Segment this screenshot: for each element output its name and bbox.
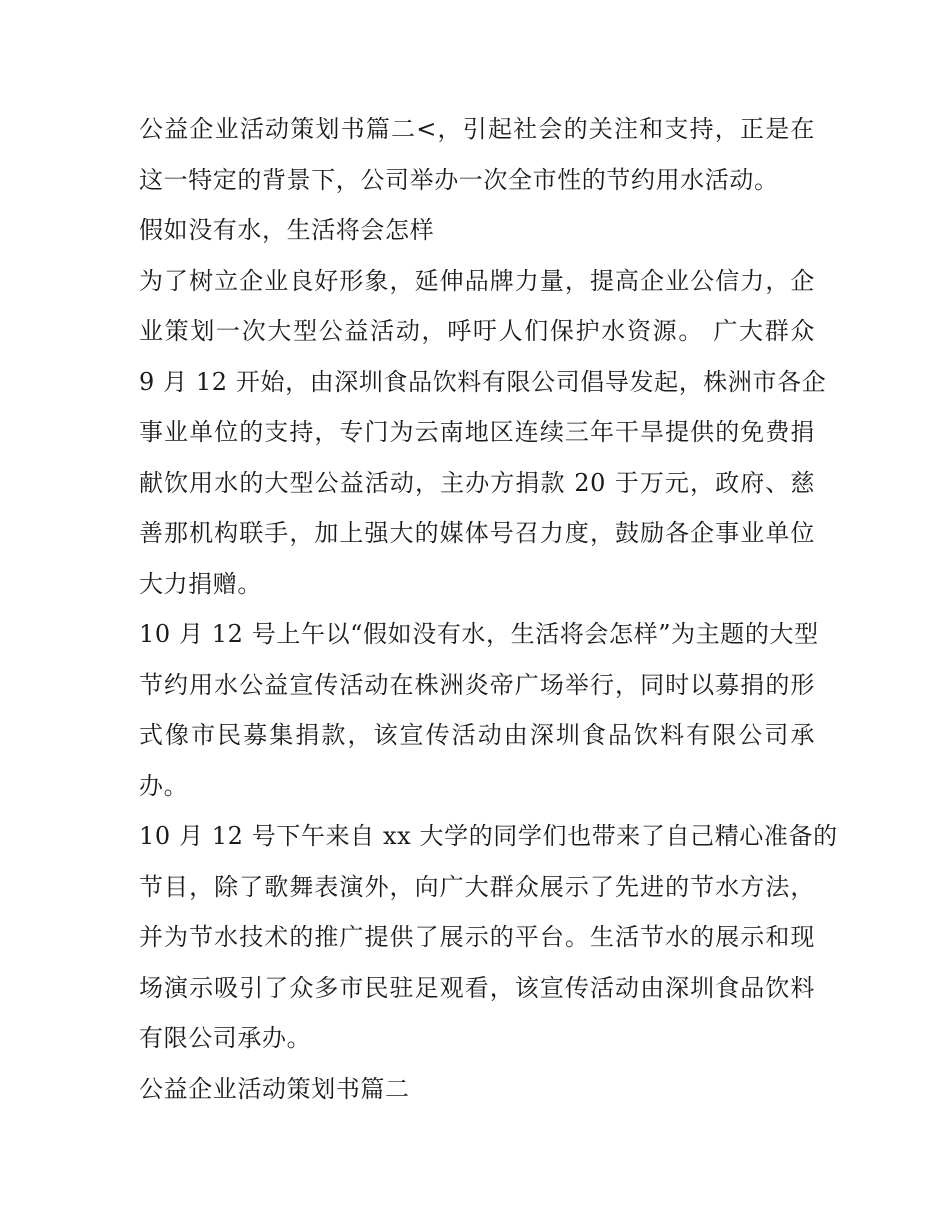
- text-line: 事业单位的支持，专门为云南地区连续三年干旱提供的免费捐: [139, 418, 815, 446]
- text-line: 公益企业活动策划书篇二<，引起社会的关注和支持，正是在: [139, 115, 815, 143]
- text-line: 献饮用水的大型公益活动，主办方捐款 20 于万元，政府、慈: [139, 468, 815, 497]
- text-line: 节目，除了歌舞表演外，向广大群众展示了先进的节水方法，: [139, 872, 815, 901]
- text-line: 10 月 12 号上午以“假如没有水，生活将会怎样”为主题的大型: [139, 620, 819, 648]
- text-line: 场演示吸引了众多市民驻足观看，该宣传活动由深圳食品饮料: [139, 973, 815, 1002]
- text-line: 式像市民募集捐款，该宣传活动由深圳食品饮料有限公司承: [139, 721, 815, 749]
- text-line: 办。: [139, 771, 189, 800]
- text-line: 为了树立企业良好形象，延伸品牌力量，提高企业公信力，企: [139, 266, 815, 295]
- document-body: [139, 104, 838, 1114]
- subheading-line: 假如没有水，生活将会怎样: [139, 216, 435, 244]
- text-line: 这一特定的背景下，公司举办一次全市性的节约用水活动。: [139, 165, 779, 194]
- section-heading: 公益企业活动策划书篇二: [139, 1074, 410, 1103]
- text-line: 有限公司承办。: [139, 1024, 312, 1052]
- text-line: 节约用水公益宣传活动在株洲炎帝广场举行，同时以募捐的形: [139, 670, 815, 699]
- text-line: 业策划一次大型公益活动，呼吁人们保护水资源。 广大群众: [139, 317, 815, 345]
- text-line: 大力捐赠。: [139, 569, 262, 598]
- text-line: 善那机构联手，加上强大的媒体号召力度，鼓励各企事业单位: [139, 519, 815, 547]
- text-line: 10 月 12 号下午来自 xx 大学的同学们也带来了自己精心准备的: [139, 822, 838, 850]
- text-line: 并为节水技术的推广提供了展示的平台。生活节水的展示和现: [139, 923, 815, 951]
- text-line: 9 月 12 开始，由深圳食品饮料有限公司倡导发起，株洲市各企: [139, 367, 827, 396]
